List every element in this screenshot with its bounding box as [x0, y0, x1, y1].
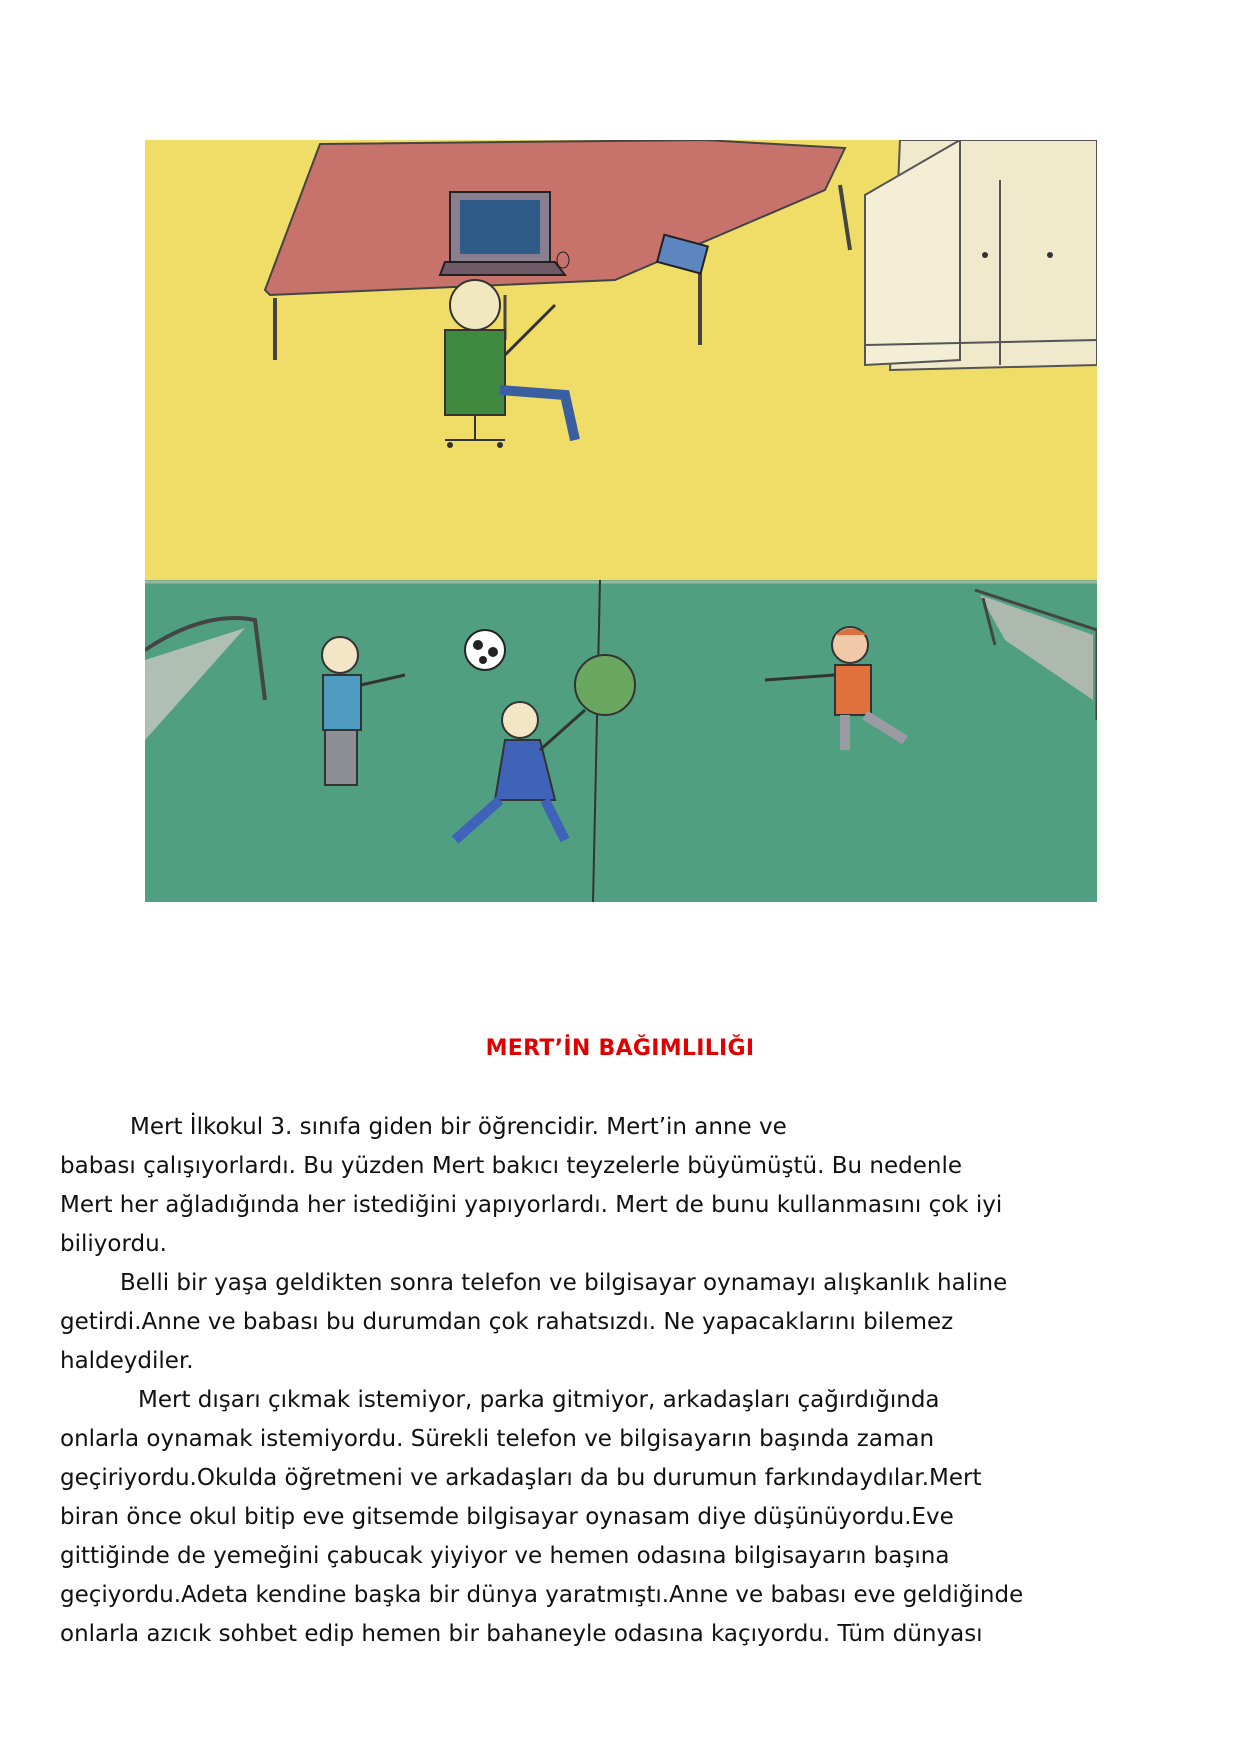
story-line: onlarla oynamak istemiyordu. Sürekli telefon ve bilgisayarın başında zaman [60, 1426, 935, 1452]
story-line: biran önce okul bitip eve gitsemde bilgisayar oynasam diye düşünüyordu.Eve [60, 1504, 954, 1530]
story-line: geçiriyordu.Okulda öğretmeni ve arkadaşları da bu durumun farkındaydılar.Mert [60, 1465, 982, 1491]
story-body [60, 1108, 1160, 1654]
soccer-ball [465, 630, 505, 670]
story-line: Mert dışarı çıkmak istemiyor, parka gitmiyor, arkadaşları çağırdığında [138, 1387, 940, 1413]
story-line: Mert İlkokul 3. sınıfa giden bir öğrencidir. Mert’in anne ve [130, 1114, 787, 1140]
story-line: onlarla azıcık sohbet edip hemen bir bahaneyle odasına kaçıyordu. Tüm dünyası [60, 1621, 983, 1647]
story-title: MERT’İN BAĞIMLILIĞI [485, 1036, 755, 1061]
story-line: babası çalışıyorlardı. Bu yüzden Mert bakıcı teyzelerle büyümüştü. Bu nedenle [60, 1153, 963, 1179]
story-line: Belli bir yaşa geldikten sonra telefon ve bilgisayar oynamayı alışkanlık haline [120, 1270, 1008, 1296]
wardrobe [865, 140, 1097, 370]
child-drawing-illustration [145, 140, 1097, 902]
story-line: biliyordu. [60, 1231, 167, 1257]
story-line: geçiyordu.Adeta kendine başka bir dünya yaratmıştı.Anne ve babası eve geldiğinde [60, 1582, 1024, 1608]
story-line: gittiğinde de yemeğini çabucak yiyiyor ve hemen odasına bilgisayarın başına [60, 1543, 950, 1569]
story-line: haldeydiler. [60, 1348, 194, 1374]
story-line: getirdi.Anne ve babası bu durumdan çok rahatsızdı. Ne yapacaklarını bilemez [60, 1309, 954, 1335]
story-line: Mert her ağladığında her istediğini yapıyorlardı. Mert de bunu kullanmasını çok iyi [60, 1192, 1003, 1218]
